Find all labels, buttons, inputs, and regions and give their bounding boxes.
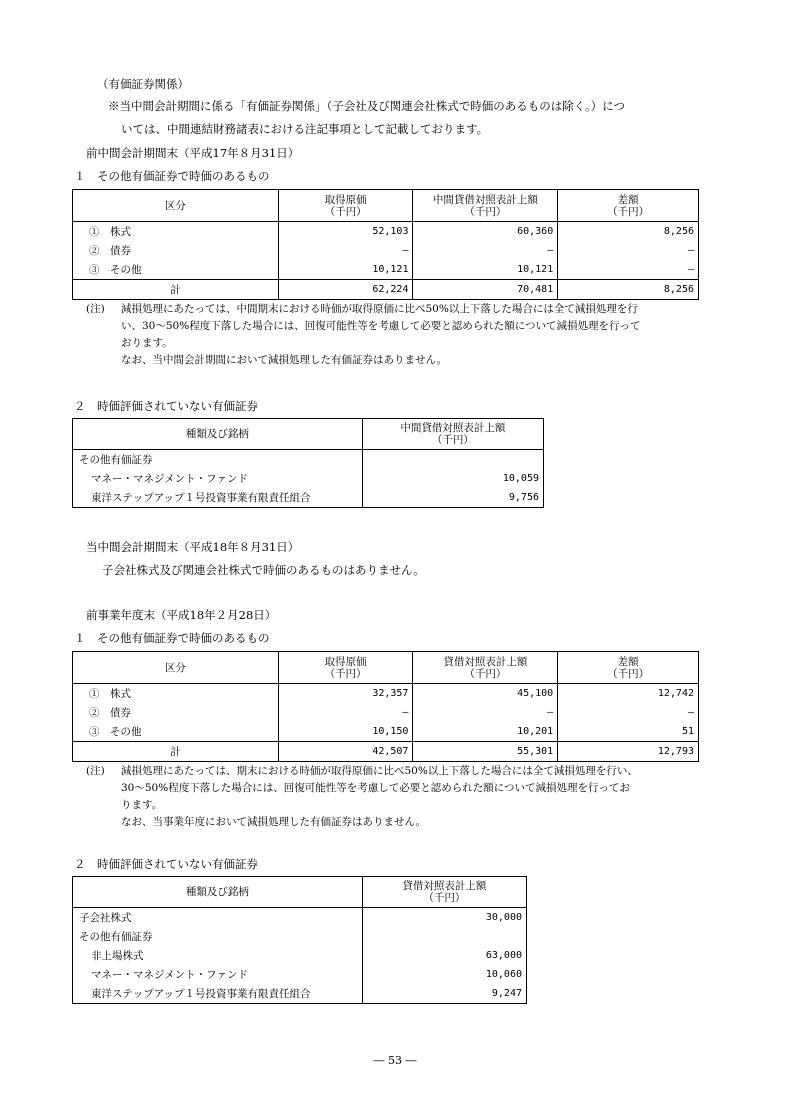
total-difference: 8,256: [558, 280, 699, 300]
cell-difference: ―: [558, 703, 699, 722]
cell-value: [362, 927, 526, 946]
curr-interim-period-title: 当中間会計期間末（平成18年８月31日）: [86, 540, 300, 554]
col-header-book-value: 貸借対照表計上額 （千円）: [362, 877, 526, 908]
total-book-value: 70,481: [413, 280, 558, 300]
note-prefix: (注): [86, 303, 105, 315]
total-label: 計: [73, 742, 279, 762]
table-row: [73, 241, 699, 260]
note-line: なお、当事業年度において減損処理した有価証券はありません。: [121, 816, 427, 828]
col-header-book-value: 貸借対照表計上額 （千円）: [413, 652, 558, 684]
table-header-row: [73, 190, 699, 222]
prev-interim-unlisted-table: [72, 418, 544, 508]
col-header-category: 区分: [73, 190, 279, 222]
table-row: [73, 469, 544, 488]
col-header-cost: 取得原価 （千円）: [278, 190, 413, 222]
row-label: ① 株式: [73, 222, 279, 242]
prev-fy-s2-title: ２ 時価評価されていない有価証券: [74, 857, 258, 871]
prev-interim-listed-table: [72, 189, 699, 300]
note-line: おります。: [121, 337, 173, 349]
row-label: 東洋ステップアップ１号投資事業有限責任組合: [73, 488, 363, 508]
total-cost: 42,507: [278, 742, 413, 762]
total-difference: 12,793: [558, 742, 699, 762]
prev-interim-s1-title: １ その他有価証券で時価のあるもの: [74, 169, 270, 183]
table-total-row: [73, 280, 699, 300]
table-row: [73, 908, 527, 928]
row-label: 東洋ステップアップ１号投資事業有限責任組合: [73, 984, 363, 1004]
cell-difference: 12,742: [558, 684, 699, 704]
col-header-category: 区分: [73, 652, 279, 684]
table-row: [73, 927, 527, 946]
table-row: [73, 984, 527, 1004]
table-header-row: [73, 652, 699, 684]
row-label: その他有価証券: [73, 450, 363, 470]
prev-fy-unlisted-table: [72, 876, 527, 1004]
row-label: ② 債券: [73, 703, 279, 722]
cell-value: [362, 450, 543, 470]
cell-difference: ―: [558, 260, 699, 280]
note-line: なお、当中間会計期間において減損処理した有価証券はありません。: [121, 354, 448, 366]
note-line: 減損処理にあたっては、中間期末における時価が取得原価に比べ50%以上下落した場合には全て減損処理を行: [121, 303, 638, 315]
row-label: マネー・マネジメント・ファンド: [73, 469, 363, 488]
curr-interim-text: 子会社株式及び関連会社株式で時価のあるものはありません。: [102, 563, 425, 577]
total-cost: 62,224: [278, 280, 413, 300]
cell-value: 10,059: [362, 469, 543, 488]
total-book-value: 55,301: [413, 742, 558, 762]
prev-fy-listed-table: [72, 651, 699, 762]
prev-interim-period-title: 前中間会計期間末（平成17年８月31日）: [86, 146, 300, 160]
cell-difference: ―: [558, 241, 699, 260]
cell-book-value: 45,100: [413, 684, 558, 704]
row-label: ③ その他: [73, 722, 279, 742]
col-header-difference: 差額 （千円）: [558, 652, 699, 684]
cell-value: 63,000: [362, 946, 526, 965]
table-row: [73, 703, 699, 722]
cell-value: 30,000: [362, 908, 526, 928]
row-label: その他有価証券: [73, 927, 363, 946]
intro-line-1: ※当中間会計期間に係る「有価証券関係」（子会社及び関連会社株式で時価のあるものは除く。）につ: [108, 99, 626, 113]
row-label: 子会社株式: [73, 908, 363, 928]
cell-value: 9,247: [362, 984, 526, 1004]
note-line: い、30～50%程度下落した場合には、回復可能性等を考慮して必要と認められた額について減損処理を行って: [121, 320, 641, 332]
cell-book-value: ―: [413, 241, 558, 260]
cell-cost: 10,150: [278, 722, 413, 742]
table-row: [73, 684, 699, 704]
cell-value: 9,756: [362, 488, 543, 508]
prev-fy-s1-title: １ その他有価証券で時価のあるもの: [74, 631, 270, 645]
cell-cost: ―: [278, 241, 413, 260]
cell-book-value: 10,201: [413, 722, 558, 742]
cell-book-value: 60,360: [413, 222, 558, 242]
prev-fy-period-title: 前事業年度末（平成18年２月28日）: [86, 608, 277, 622]
section-header: （有価証券関係）: [97, 77, 189, 91]
row-label: ① 株式: [73, 684, 279, 704]
page-number: ― 53 ―: [373, 1054, 417, 1067]
row-label: マネー・マネジメント・ファンド: [73, 965, 363, 984]
col-header-book-value: 中間貸借対照表計上額 （千円）: [413, 190, 558, 222]
table-row: [73, 488, 544, 508]
cell-cost: 52,103: [278, 222, 413, 242]
note-line: 減損処理にあたっては、期末における時価が取得原価に比べ50%以上下落した場合には全て減損処理を行い、: [121, 765, 638, 777]
intro-line-2: いては、中間連結財務諸表における注記事項として記載しております。: [121, 122, 489, 136]
prev-interim-s2-title: ２ 時価評価されていない有価証券: [74, 399, 258, 413]
col-header-book-value: 中間貸借対照表計上額 （千円）: [362, 419, 543, 450]
note-prefix: (注): [86, 765, 105, 777]
table-header-row: [73, 419, 544, 450]
col-header-type: 種類及び銘柄: [73, 877, 363, 908]
col-header-type: 種類及び銘柄: [73, 419, 363, 450]
col-header-difference: 差額 （千円）: [558, 190, 699, 222]
cell-book-value: ―: [413, 703, 558, 722]
row-label: ② 債券: [73, 241, 279, 260]
table-header-row: [73, 877, 527, 908]
cell-cost: 10,121: [278, 260, 413, 280]
cell-difference: 51: [558, 722, 699, 742]
cell-value: 10,060: [362, 965, 526, 984]
table-row: [73, 260, 699, 280]
cell-difference: 8,256: [558, 222, 699, 242]
note-line: ります。: [121, 799, 163, 811]
table-row: [73, 222, 699, 242]
table-row: [73, 965, 527, 984]
cell-cost: ―: [278, 703, 413, 722]
table-row: [73, 946, 527, 965]
note-line: 30～50%程度下落した場合には、回復可能性等を考慮して必要と認められた額について減損処理を行ってお: [121, 782, 630, 794]
row-label: 非上場株式: [73, 946, 363, 965]
row-label: ③ その他: [73, 260, 279, 280]
cell-cost: 32,357: [278, 684, 413, 704]
table-row: [73, 450, 544, 470]
col-header-cost: 取得原価 （千円）: [278, 652, 413, 684]
table-row: [73, 722, 699, 742]
cell-book-value: 10,121: [413, 260, 558, 280]
total-label: 計: [73, 280, 279, 300]
table-total-row: [73, 742, 699, 762]
